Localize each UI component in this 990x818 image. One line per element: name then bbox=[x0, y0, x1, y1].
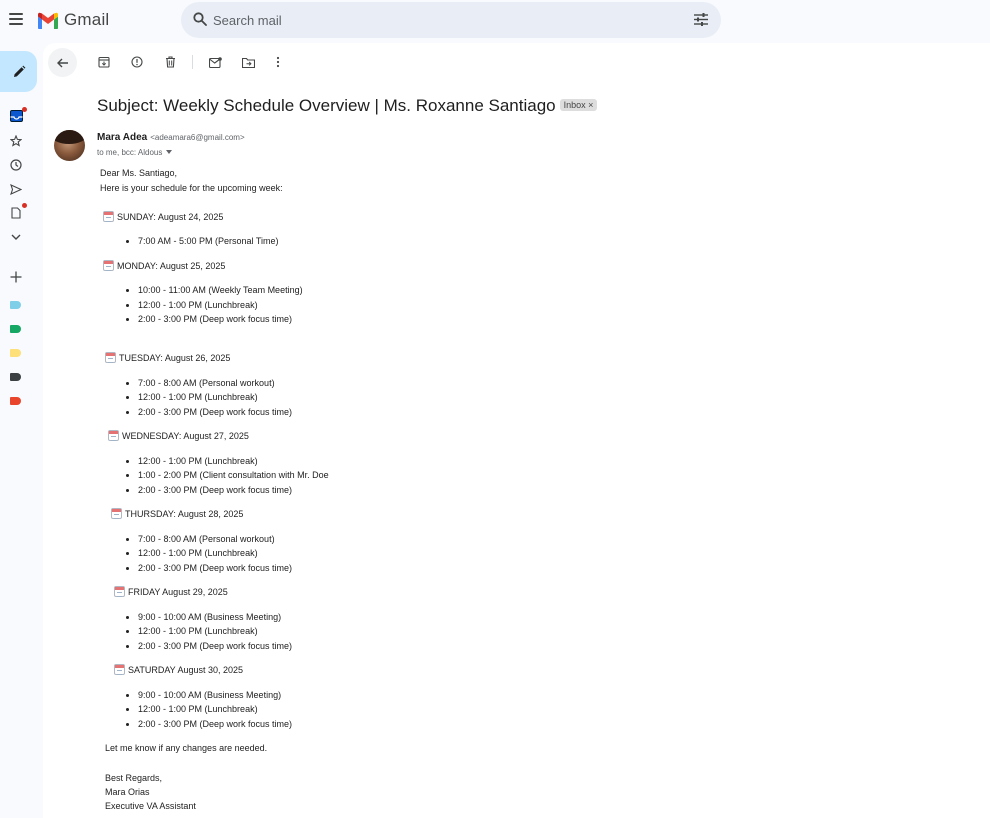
list-item: 12:00 - 1:00 PM (Lunchbreak) bbox=[138, 548, 258, 558]
list-item: 12:00 - 1:00 PM (Lunchbreak) bbox=[138, 456, 258, 466]
chevron-down-icon[interactable] bbox=[9, 230, 23, 244]
recipients[interactable] bbox=[97, 148, 172, 157]
list-item: 2:00 - 3:00 PM (Deep work focus time) bbox=[138, 485, 293, 495]
list-item: 1:00 - 2:00 PM (Client consultation with Mr. Doe bbox=[138, 470, 329, 480]
snoozed-icon[interactable] bbox=[9, 158, 23, 172]
back-button[interactable] bbox=[48, 48, 77, 77]
label-tag-icon[interactable] bbox=[10, 373, 21, 381]
list-item: 12:00 - 1:00 PM (Lunchbreak) bbox=[138, 704, 258, 714]
list-item: 2:00 - 3:00 PM (Deep work focus time) bbox=[138, 407, 293, 417]
calendar-emoji-icon bbox=[114, 586, 125, 597]
search-bar[interactable] bbox=[181, 2, 721, 38]
greeting: Dear Ms. Santiago, bbox=[100, 168, 178, 178]
plus-icon[interactable] bbox=[9, 270, 23, 284]
day-heading bbox=[105, 352, 230, 363]
signature-title: Executive VA Assistant bbox=[105, 801, 196, 811]
hamburger-icon[interactable] bbox=[9, 13, 23, 25]
day-title: FRIDAY August 29, 2025 bbox=[128, 586, 228, 597]
notification-dot bbox=[22, 107, 27, 112]
calendar-emoji-icon bbox=[108, 430, 119, 441]
sender bbox=[97, 132, 245, 143]
subject-text: Subject: Weekly Schedule Overview | Ms. Roxanne Santiago bbox=[97, 96, 556, 115]
pencil-icon bbox=[12, 65, 26, 79]
intro-text: Here is your schedule for the upcoming week: bbox=[100, 183, 283, 193]
day-heading bbox=[111, 508, 243, 519]
recipients-text: to me, bcc: Aldous bbox=[97, 148, 163, 157]
day-title: SATURDAY August 30, 2025 bbox=[128, 664, 244, 675]
label-tag-icon[interactable] bbox=[10, 301, 21, 309]
list-item: 9:00 - 10:00 AM (Business Meeting) bbox=[138, 612, 282, 622]
report-spam-icon bbox=[131, 56, 143, 68]
label-tag-icon[interactable] bbox=[10, 349, 21, 357]
badge-text: Inbox bbox=[563, 100, 586, 110]
label-tag-icon[interactable] bbox=[10, 325, 21, 333]
day-title: MONDAY: August 25, 2025 bbox=[117, 260, 226, 271]
day-title: SUNDAY: August 24, 2025 bbox=[117, 211, 224, 222]
day-heading bbox=[114, 586, 228, 597]
drafts-icon[interactable] bbox=[9, 206, 23, 220]
list-item: 7:00 - 8:00 AM (Personal workout) bbox=[138, 534, 275, 544]
close-icon[interactable]: × bbox=[588, 100, 594, 110]
email-subject bbox=[97, 96, 597, 116]
day-heading bbox=[114, 664, 243, 675]
calendar-emoji-icon bbox=[103, 211, 114, 222]
move-to-button[interactable] bbox=[241, 55, 255, 69]
list-item: 2:00 - 3:00 PM (Deep work focus time) bbox=[138, 719, 293, 729]
sent-icon[interactable] bbox=[9, 182, 23, 196]
day-heading bbox=[108, 430, 249, 441]
app-name: Gmail bbox=[64, 10, 110, 29]
day-title: THURSDAY: August 28, 2025 bbox=[125, 508, 244, 519]
more-vert-icon bbox=[276, 56, 280, 68]
left-rail bbox=[0, 43, 43, 818]
tune-icon[interactable] bbox=[694, 13, 708, 26]
mark-unread-button[interactable] bbox=[208, 55, 222, 69]
notification-dot bbox=[22, 203, 27, 208]
trash-icon bbox=[165, 56, 176, 68]
closing-note: Let me know if any changes are needed. bbox=[105, 743, 268, 753]
chevron-down-icon[interactable] bbox=[166, 150, 172, 154]
calendar-emoji-icon bbox=[111, 508, 122, 519]
move-to-icon bbox=[242, 57, 255, 68]
inbox-icon[interactable] bbox=[9, 109, 23, 123]
list-item: 7:00 - 8:00 AM (Personal workout) bbox=[138, 378, 275, 388]
signoff: Best Regards, bbox=[105, 773, 163, 783]
list-item: 2:00 - 3:00 PM (Deep work focus time) bbox=[138, 641, 293, 651]
list-item: 10:00 - 11:00 AM (Weekly Team Meeting) bbox=[138, 285, 303, 295]
day-title: TUESDAY: August 26, 2025 bbox=[119, 352, 231, 363]
mark-unread-icon bbox=[209, 57, 222, 68]
avatar-hair bbox=[54, 130, 85, 144]
list-item: 12:00 - 1:00 PM (Lunchbreak) bbox=[138, 392, 258, 402]
search-input[interactable] bbox=[213, 10, 653, 30]
sender-name[interactable]: Mara Adea bbox=[97, 132, 148, 143]
arrow-left-icon bbox=[57, 58, 69, 68]
calendar-emoji-icon bbox=[103, 260, 114, 271]
list-item: 12:00 - 1:00 PM (Lunchbreak) bbox=[138, 626, 258, 636]
archive-button[interactable] bbox=[97, 55, 111, 69]
inbox-label-badge[interactable] bbox=[560, 99, 598, 111]
signature-name: Mara Orias bbox=[105, 787, 150, 797]
starred-icon[interactable] bbox=[9, 134, 23, 148]
list-item: 9:00 - 10:00 AM (Business Meeting) bbox=[138, 690, 282, 700]
sender-email: <adeamara6@gmail.com> bbox=[150, 133, 245, 142]
gmail-m-icon bbox=[37, 12, 59, 29]
day-heading bbox=[103, 211, 223, 222]
avatar[interactable] bbox=[54, 130, 85, 161]
list-item: 2:00 - 3:00 PM (Deep work focus time) bbox=[138, 563, 293, 573]
day-heading bbox=[103, 260, 225, 271]
list-item: 2:00 - 3:00 PM (Deep work focus time) bbox=[138, 314, 293, 324]
compose-button[interactable] bbox=[0, 51, 37, 92]
list-item: 12:00 - 1:00 PM (Lunchbreak) bbox=[138, 300, 258, 310]
report-spam-button[interactable] bbox=[130, 55, 144, 69]
gmail-logo[interactable] bbox=[37, 10, 109, 30]
archive-icon bbox=[98, 56, 110, 68]
calendar-emoji-icon bbox=[114, 664, 125, 675]
label-tag-icon[interactable] bbox=[10, 397, 21, 405]
toolbar-divider bbox=[192, 55, 193, 69]
day-title: WEDNESDAY: August 27, 2025 bbox=[122, 430, 249, 441]
calendar-emoji-icon bbox=[105, 352, 116, 363]
delete-button[interactable] bbox=[163, 55, 177, 69]
email-view bbox=[43, 43, 990, 818]
list-item: 7:00 AM - 5:00 PM (Personal Time) bbox=[138, 236, 279, 246]
search-icon[interactable] bbox=[193, 12, 207, 26]
top-bar bbox=[0, 0, 990, 43]
more-options-button[interactable] bbox=[271, 55, 285, 69]
